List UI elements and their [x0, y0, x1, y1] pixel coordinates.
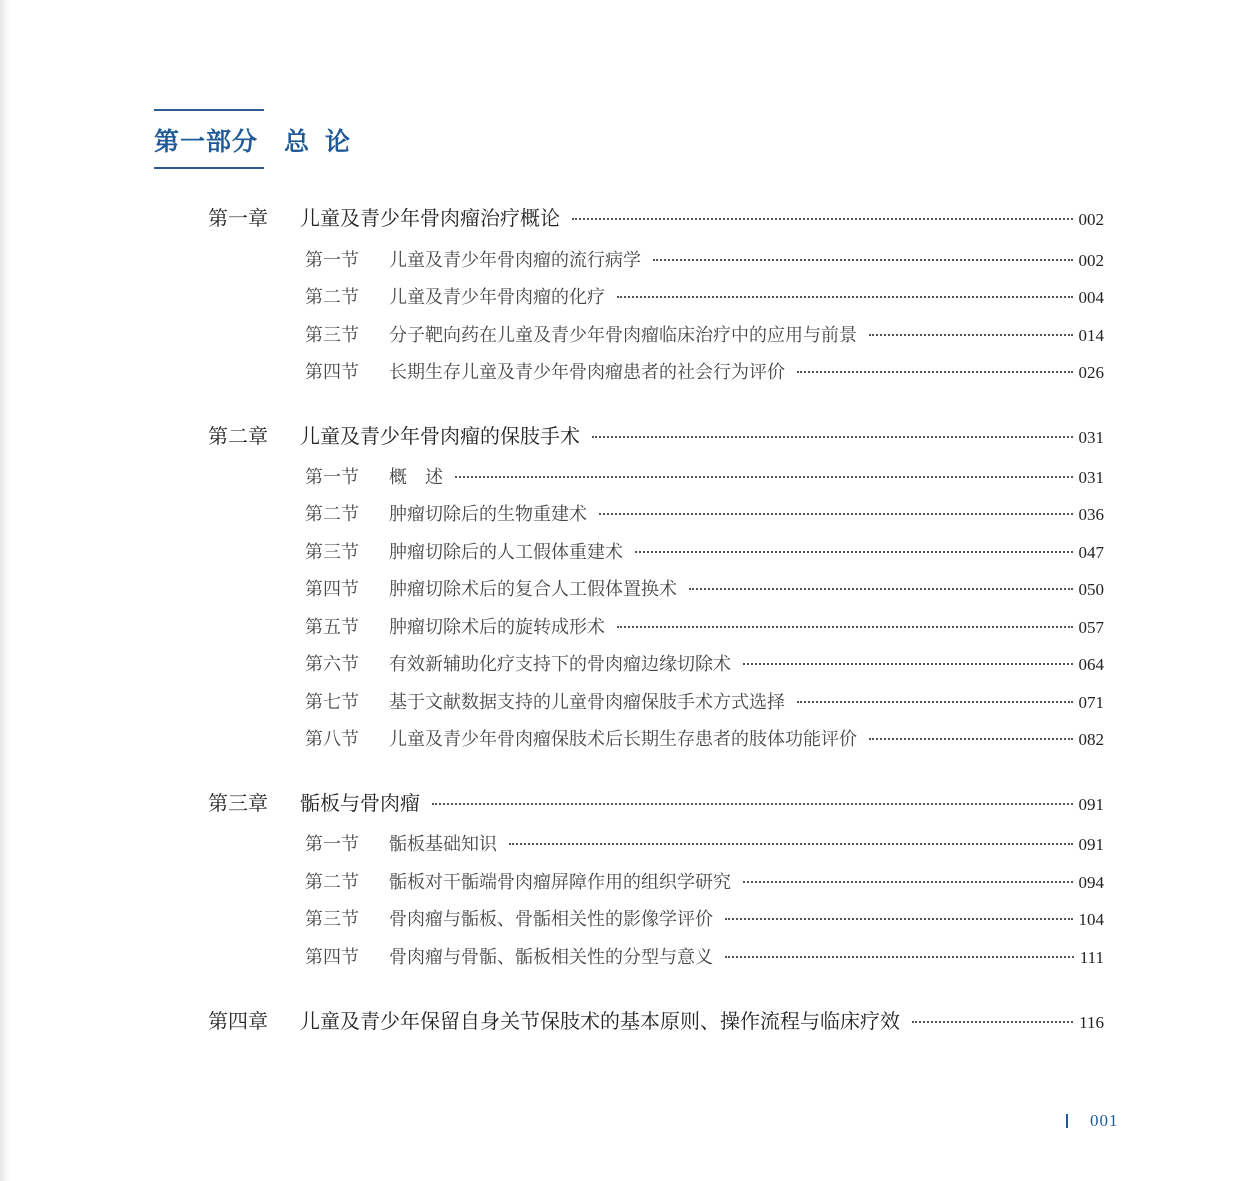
page-number: 082	[1078, 730, 1104, 749]
dot-leader	[912, 1021, 1073, 1023]
chapter-label: 第三章	[208, 791, 268, 815]
page-footer	[1066, 1111, 1119, 1131]
footer-page-number: 001	[1090, 1111, 1119, 1130]
section-title: 概 述	[389, 467, 443, 488]
toc-section-2-1[interactable]	[305, 463, 1104, 489]
dot-leader	[592, 436, 1073, 438]
section-title: 有效新辅助化疗支持下的骨肉瘤边缘切除术	[389, 654, 731, 675]
part-title	[154, 111, 367, 167]
section-title: 分子靶向药在儿童及青少年骨肉瘤临床治疗中的应用与前景	[389, 325, 857, 346]
section-label: 第五节	[305, 617, 359, 638]
section-label: 第四节	[305, 362, 359, 383]
toc-section-2-8[interactable]	[305, 725, 1104, 751]
page-number: 026	[1078, 363, 1104, 382]
chapter-label: 第四章	[208, 1009, 268, 1033]
page-number: 091	[1078, 835, 1104, 854]
section-title: 儿童及青少年骨肉瘤保肢术后长期生存患者的肢体功能评价	[389, 729, 857, 750]
section-title: 长期生存儿童及青少年骨肉瘤患者的社会行为评价	[389, 362, 785, 383]
section-label: 第一节	[305, 834, 359, 855]
toc-section-2-7[interactable]	[305, 688, 1104, 714]
toc-section-2-3[interactable]	[305, 538, 1104, 564]
dot-leader	[509, 843, 1073, 845]
section-label: 第八节	[305, 729, 359, 750]
footer-divider	[1066, 1114, 1068, 1128]
section-label: 第七节	[305, 692, 359, 713]
dot-leader	[572, 218, 1073, 220]
page-number: 104	[1078, 910, 1104, 929]
part-label: 第一部分	[154, 127, 259, 156]
page-number: 057	[1078, 618, 1104, 637]
dot-leader	[599, 513, 1073, 515]
section-label: 第一节	[305, 467, 359, 488]
section-title: 骺板对干骺端骨肉瘤屏障作用的组织学研究	[389, 872, 731, 893]
dot-leader	[617, 626, 1073, 628]
page-number: 091	[1078, 795, 1104, 814]
section-title: 基于文献数据支持的儿童骨肉瘤保肢手术方式选择	[389, 692, 785, 713]
dot-leader	[635, 551, 1073, 553]
chapter-title: 儿童及青少年骨肉瘤治疗概论	[300, 206, 560, 230]
section-label: 第三节	[305, 542, 359, 563]
dot-leader	[797, 371, 1073, 373]
page-number: 116	[1079, 1013, 1104, 1032]
chapter-label: 第二章	[208, 424, 268, 448]
section-title: 骺板基础知识	[389, 834, 497, 855]
section-title: 骨肉瘤与骨骺、骺板相关性的分型与意义	[389, 947, 713, 968]
toc-section-1-2[interactable]	[305, 283, 1104, 309]
part-header	[154, 109, 367, 169]
section-label: 第二节	[305, 504, 359, 525]
dot-leader	[869, 738, 1073, 740]
dot-leader	[869, 334, 1073, 336]
page-number: 047	[1078, 543, 1104, 562]
page-left-edge	[0, 0, 10, 1181]
page-number: 014	[1078, 326, 1104, 345]
section-label: 第三节	[305, 325, 359, 346]
section-title: 肿瘤切除术后的复合人工假体置换术	[389, 579, 677, 600]
section-title: 骨肉瘤与骺板、骨骺相关性的影像学评价	[389, 909, 713, 930]
page-number: 050	[1078, 580, 1104, 599]
dot-leader	[653, 259, 1073, 261]
section-label: 第三节	[305, 909, 359, 930]
section-label: 第二节	[305, 287, 359, 308]
page-number: 094	[1078, 873, 1104, 892]
toc-chapter-3[interactable]	[208, 787, 1104, 816]
page-number: 064	[1078, 655, 1104, 674]
toc-section-1-3[interactable]	[305, 321, 1104, 347]
page-number: 111	[1079, 948, 1104, 967]
section-title: 肿瘤切除后的生物重建术	[389, 504, 587, 525]
section-label: 第二节	[305, 872, 359, 893]
chapter-label: 第一章	[208, 206, 268, 230]
dot-leader	[689, 588, 1073, 590]
page-number: 031	[1078, 468, 1104, 487]
toc-section-2-5[interactable]	[305, 613, 1104, 639]
section-title: 肿瘤切除术后的旋转成形术	[389, 617, 605, 638]
section-label: 第六节	[305, 654, 359, 675]
dot-leader	[743, 881, 1073, 883]
page-number: 031	[1078, 428, 1104, 447]
chapter-title: 骺板与骨肉瘤	[300, 791, 420, 815]
toc-chapter-1[interactable]	[208, 202, 1104, 231]
toc-section-2-6[interactable]	[305, 650, 1104, 676]
toc-section-1-4[interactable]	[305, 358, 1104, 384]
toc-section-1-1[interactable]	[305, 246, 1104, 272]
section-title: 肿瘤切除后的人工假体重建术	[389, 542, 623, 563]
page-number: 036	[1078, 505, 1104, 524]
dot-leader	[725, 918, 1073, 920]
toc-section-3-4[interactable]	[305, 943, 1104, 969]
toc-chapter-2[interactable]	[208, 420, 1104, 449]
dot-leader	[743, 663, 1073, 665]
part-name: 总论	[284, 127, 367, 156]
chapter-title: 儿童及青少年保留自身关节保肢术的基本原则、操作流程与临床疗效	[300, 1009, 900, 1033]
section-title: 儿童及青少年骨肉瘤的化疗	[389, 287, 605, 308]
dot-leader	[432, 803, 1073, 805]
page-number: 002	[1078, 210, 1104, 229]
toc-section-3-2[interactable]	[305, 868, 1104, 894]
section-label: 第一节	[305, 250, 359, 271]
toc-section-3-3[interactable]	[305, 905, 1104, 931]
toc-chapter-4[interactable]	[208, 1005, 1104, 1034]
toc-section-2-4[interactable]	[305, 575, 1104, 601]
dot-leader	[455, 476, 1073, 478]
section-label: 第四节	[305, 579, 359, 600]
page-number: 004	[1078, 288, 1104, 307]
dot-leader	[725, 956, 1074, 958]
page-number: 002	[1078, 251, 1104, 270]
dot-leader	[617, 296, 1073, 298]
section-label: 第四节	[305, 947, 359, 968]
toc-section-3-1[interactable]	[305, 830, 1104, 856]
toc-section-2-2[interactable]	[305, 500, 1104, 526]
section-title: 儿童及青少年骨肉瘤的流行病学	[389, 250, 641, 271]
chapter-title: 儿童及青少年骨肉瘤的保肢手术	[300, 424, 580, 448]
page-number: 071	[1078, 693, 1104, 712]
dot-leader	[797, 701, 1073, 703]
part-rule-bottom	[154, 167, 264, 169]
